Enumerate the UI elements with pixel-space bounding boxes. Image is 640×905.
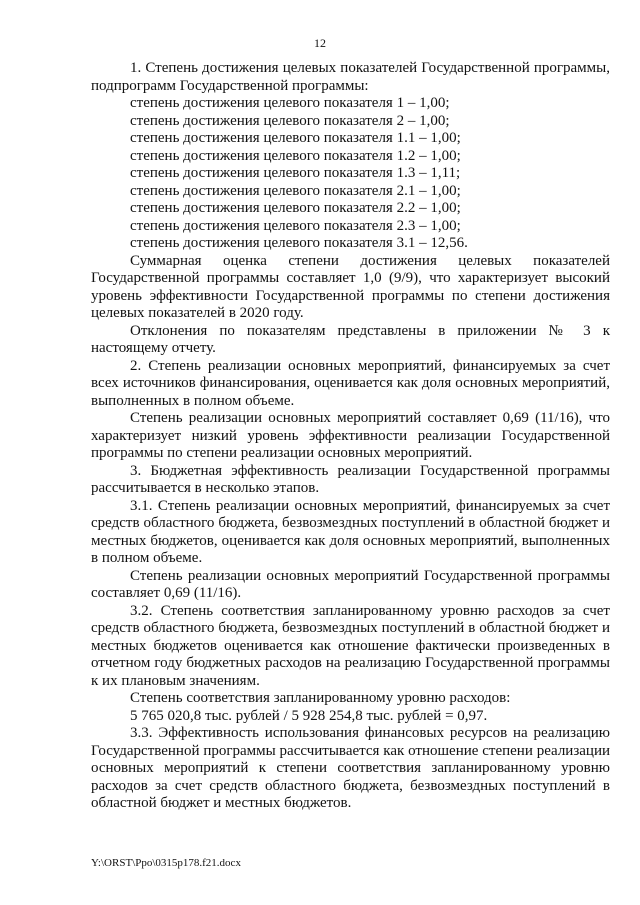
footer-file-path: Y:\ORST\Ppo\0315p178.f21.docx — [91, 857, 241, 869]
paragraph-3-1-result: Степень реализации основных мероприятий Государственной программы составляет 0,69 (11/16). — [91, 567, 610, 601]
paragraph-3-2: 3.2. Степень соответствия запланированному уровню расходов за счет средств областного бюджета, безвозмездных поступлений в областной бюджет и местных бюджетов оценивается как отношение фактически произведенных в отчетном году бюджетных расходов на реализацию Государственной программы к их плановым значениям. — [91, 602, 610, 689]
paragraph-3-heading: 3. Бюджетная эффективность реализации Государственной программы рассчитывается в несколько этапов. — [91, 462, 610, 496]
indicator-item: степень достижения целевого показателя 1 – 1,00; — [130, 95, 450, 111]
paragraph-implementation-degree: Степень реализации основных мероприятий составляет 0,69 (11/16), что характеризует низкий уровень эффективности реализации Государственной программы по степени реализации основных мероприятий. — [91, 410, 610, 461]
page-number: 12 — [314, 36, 326, 50]
paragraph-2-heading: 2. Степень реализации основных мероприятий, финансируемых за счет всех источников финансирования, оценивается как доля основных мероприятий, выполненных в полном объеме. — [91, 357, 610, 409]
paragraph-3-2-label: Степень соответствия запланированному уровню расходов: — [130, 690, 511, 706]
paragraph-3-2-formula: 5 765 020,8 тыс. рублей / 5 928 254,8 тыс. рублей = 0,97. — [130, 707, 488, 724]
indicator-item: степень достижения целевого показателя 2 – 1,00; — [130, 112, 450, 129]
indicator-item: степень достижения целевого показателя 2.1 – 1,00; — [130, 182, 461, 199]
indicator-item: степень достижения целевого показателя 1.3 – 1,11; — [130, 165, 461, 181]
indicator-item: степень достижения целевого показателя 2.2 – 1,00; — [130, 200, 461, 216]
paragraph-3-3: 3.3. Эффективность использования финансовых ресурсов на реализацию Государственной программы рассчитывается как отношение степени реализации основных мероприятий к степени соответствия запланированному уровню расходов за счет средств областного бюджета, безвозмездных поступлений в областной бюджет и местных бюджетов. — [91, 725, 610, 811]
paragraph-1-heading: 1. Степень достижения целевых показателей Государственной программы, подпрограмм Государственной программы: — [91, 60, 610, 94]
indicator-item: степень достижения целевого показателя 3.1 – 12,56. — [130, 235, 468, 251]
indicator-item: степень достижения целевого показателя 1.2 – 1,00; — [130, 147, 461, 164]
indicator-list — [91, 95, 610, 253]
paragraph-summary-assessment: Суммарная оценка степени достижения целевых показателей Государственной программы составляет 1,0 (9/9), что характеризует высокий уровень эффективности Государственной программы по степени достижения целевых показателей в 2020 году. — [91, 252, 610, 321]
paragraph-3-1: 3.1. Степень реализации основных мероприятий, финансируемых за счет средств областного бюджета, безвозмездных поступлений в областной бюджет и местных бюджетов, оценивается как доля основных мероприятий, выполненных в полном объеме. — [91, 497, 610, 566]
paragraph-deviations: Отклонения по показателям представлены в приложении № 3 к настоящему отчету. — [91, 322, 610, 356]
indicator-item: степень достижения целевого показателя 1.1 – 1,00; — [130, 130, 461, 146]
document-body — [91, 60, 610, 813]
indicator-item: степень достижения целевого показателя 2.3 – 1,00; — [130, 217, 461, 234]
